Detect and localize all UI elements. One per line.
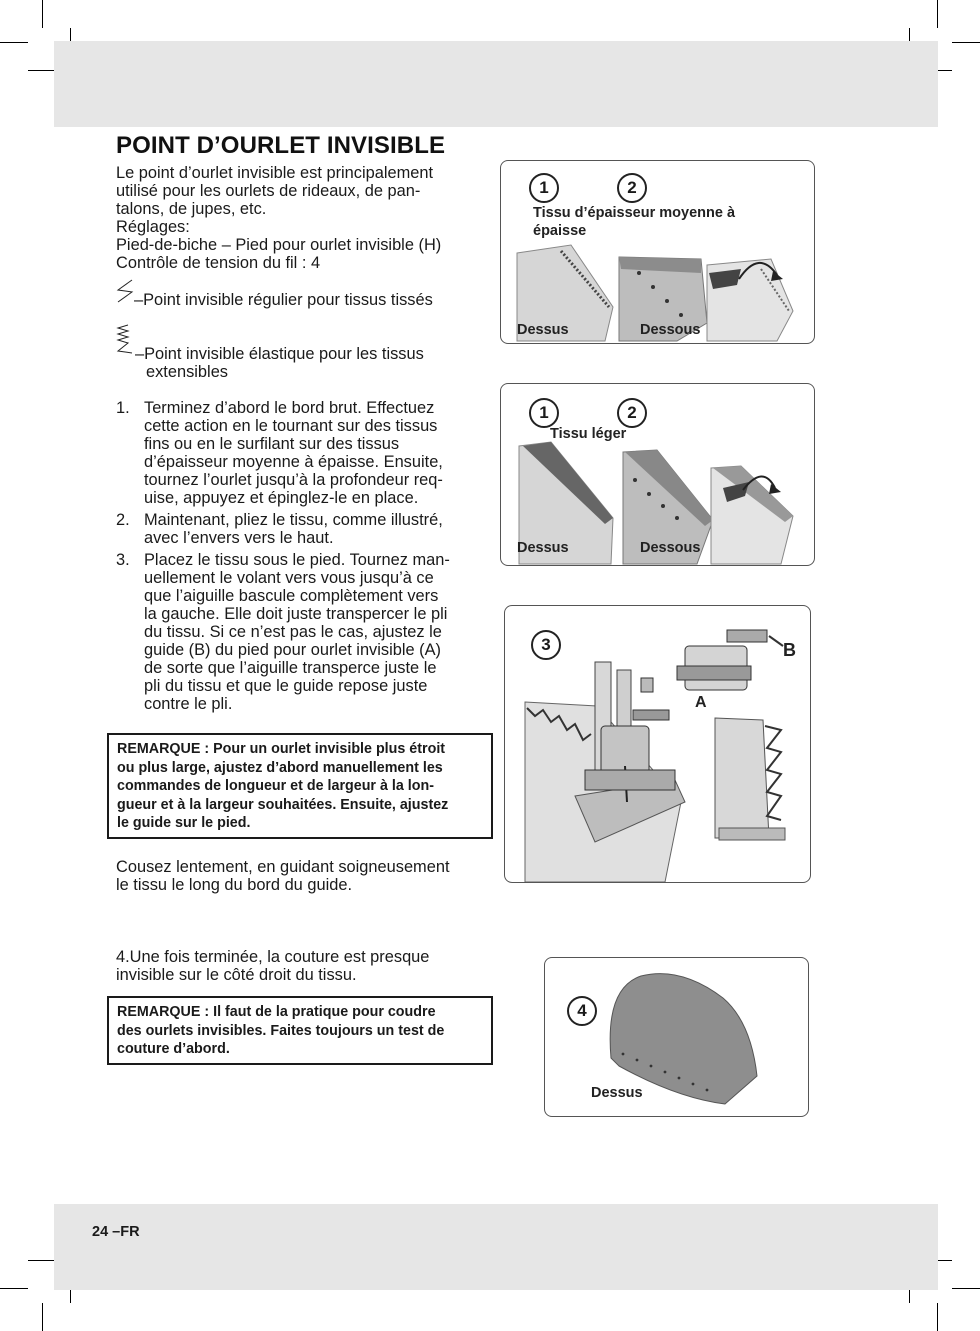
figure-step-number: 1: [529, 398, 559, 428]
crop-mark: [952, 1288, 980, 1289]
step-text-line: Placez le tissu sous le pied. Tournez man-: [144, 551, 450, 569]
step-text-line: guide (B) du pied pour ourlet invisible (A): [144, 641, 442, 659]
tension-setting: Contrôle de tension du fil : 4: [116, 254, 321, 272]
step-item: [116, 511, 491, 547]
step-text-line: uise, appuyez et épinglez-le en place.: [144, 489, 419, 507]
crop-mark: [952, 42, 980, 43]
note-line: REMARQUE : Pour un ourlet invisible plus étroit: [117, 741, 446, 757]
footer-band: [54, 1204, 938, 1290]
note-line: le guide sur le pied.: [117, 815, 251, 831]
note-line: couture d’abord.: [117, 1041, 230, 1057]
paragraph-line: le tissu le long du bord du guide.: [116, 876, 353, 894]
intro-line: Le point d’ourlet invisible est principalement: [116, 164, 434, 182]
finished-fabric-illustration: [545, 958, 808, 1116]
figure-label-top-side: Dessus: [517, 540, 569, 556]
blind-stitch-elastic-icon: [116, 323, 134, 355]
paragraph-line: Cousez lentement, en guidant soigneusement: [116, 858, 450, 876]
figure-step-number: 2: [617, 398, 647, 428]
step-text-line: que l’aiguille bascule complètement vers: [144, 587, 439, 605]
figure-label-under-side: Dessous: [640, 540, 701, 556]
step-text-line: Terminez d’abord le bord brut. Effectuez: [144, 399, 435, 417]
step-text-line: uellement le volant vers vous jusqu’à ce: [144, 569, 434, 587]
step-text-line: pli du tissu et que le guide repose juste: [144, 677, 428, 695]
crop-mark: [42, 1303, 43, 1331]
note-line: gueur et à la largeur souhaitées. Ensuite, ajustez: [117, 796, 449, 813]
figure-step-number: 2: [617, 173, 647, 203]
figure-label-under-side: Dessous: [640, 322, 701, 338]
stitch-option-elastic-text-2: extensibles: [146, 363, 229, 381]
step-text-line: du tissu. Si ce n’est pas le cas, ajustez le: [144, 623, 442, 641]
intro-paragraph: [116, 164, 486, 272]
crop-mark: [0, 42, 28, 43]
figure-label-top-side: Dessus: [591, 1085, 643, 1101]
intro-line: utilisé pour les ourlets de rideaux, de pan-: [116, 182, 421, 200]
crop-mark: [42, 0, 43, 28]
figure-step-number: 3: [531, 630, 561, 660]
figure-caption: Tissu d’épaisseur moyenne à: [533, 205, 736, 221]
note-line: REMARQUE : Il faut de la pratique pour coudre: [117, 1004, 436, 1020]
blind-stitch-regular-icon: [116, 278, 134, 304]
figure-caption: épaisse: [533, 223, 587, 239]
crop-mark: [937, 1303, 938, 1331]
page-number: 24 –FR: [92, 1224, 140, 1240]
note-line: ou plus large, ajustez d’abord manuellement les: [117, 759, 443, 776]
step-text-line: contre le pli.: [144, 695, 233, 713]
note-line: des ourlets invisibles. Faites toujours un test de: [117, 1022, 445, 1039]
step-text-line: avec l’envers vers le haut.: [144, 529, 334, 547]
step-text-line: Maintenant, pliez le tissu, comme illustré,: [144, 511, 443, 529]
stitch-option-elastic-text: –Point invisible élastique pour les tissus: [135, 345, 424, 363]
crop-mark: [937, 0, 938, 28]
sew-slowly-paragraph: [116, 858, 486, 894]
figure-step-number: 1: [529, 173, 559, 203]
intro-line: talons, de jupes, etc.: [116, 200, 267, 218]
step-item: [116, 551, 491, 713]
step-item: [116, 399, 491, 507]
step-text-line: fins ou en le surfilant sur des tissus: [144, 435, 400, 453]
paragraph-line: invisible sur le côté droit du tissu.: [116, 966, 357, 984]
header-band: [54, 41, 938, 127]
step-number: 1.: [116, 399, 130, 417]
settings-heading: Réglages:: [116, 218, 190, 236]
crop-mark: [0, 1288, 28, 1289]
note-line: commandes de longueur et de largeur à la lon-: [117, 778, 434, 794]
label-presser-foot: A: [695, 694, 707, 711]
figure-light-fabric: [500, 383, 815, 566]
step-text-line: tournez l’ourlet jusqu’à la profondeur req-: [144, 471, 443, 489]
note-box-practice: [107, 996, 493, 1065]
step-4-paragraph: [116, 948, 486, 984]
stitch-option-regular-text: –Point invisible régulier pour tissus tissés: [134, 291, 433, 309]
paragraph-line: 4.Une fois terminée, la couture est presque: [116, 948, 430, 966]
steps-list: [116, 399, 491, 717]
note-box-width: [107, 733, 493, 839]
figure-presser-foot: [504, 605, 811, 883]
step-text-line: de sorte que l’aiguille transperce juste le: [144, 659, 437, 677]
step-text-line: la gauche. Elle doit juste transpercer le pli: [144, 605, 448, 623]
step-number: 3.: [116, 551, 130, 569]
figure-medium-fabric: [500, 160, 815, 344]
page-title: POINT D’OURLET INVISIBLE: [116, 132, 446, 159]
figure-finished-seam: [544, 957, 809, 1117]
step-text-line: cette action en le tournant sur des tissus: [144, 417, 438, 435]
step-number: 2.: [116, 511, 130, 529]
figure-caption: Tissu léger: [550, 426, 627, 442]
presser-foot-setting: Pied-de-biche – Pied pour ourlet invisible (H): [116, 236, 442, 254]
label-guide: B: [783, 640, 796, 660]
figure-step-number: 4: [567, 996, 597, 1026]
step-text-line: d’épaisseur moyenne à épaisse. Ensuite,: [144, 453, 443, 471]
figure-label-top-side: Dessus: [517, 322, 569, 338]
